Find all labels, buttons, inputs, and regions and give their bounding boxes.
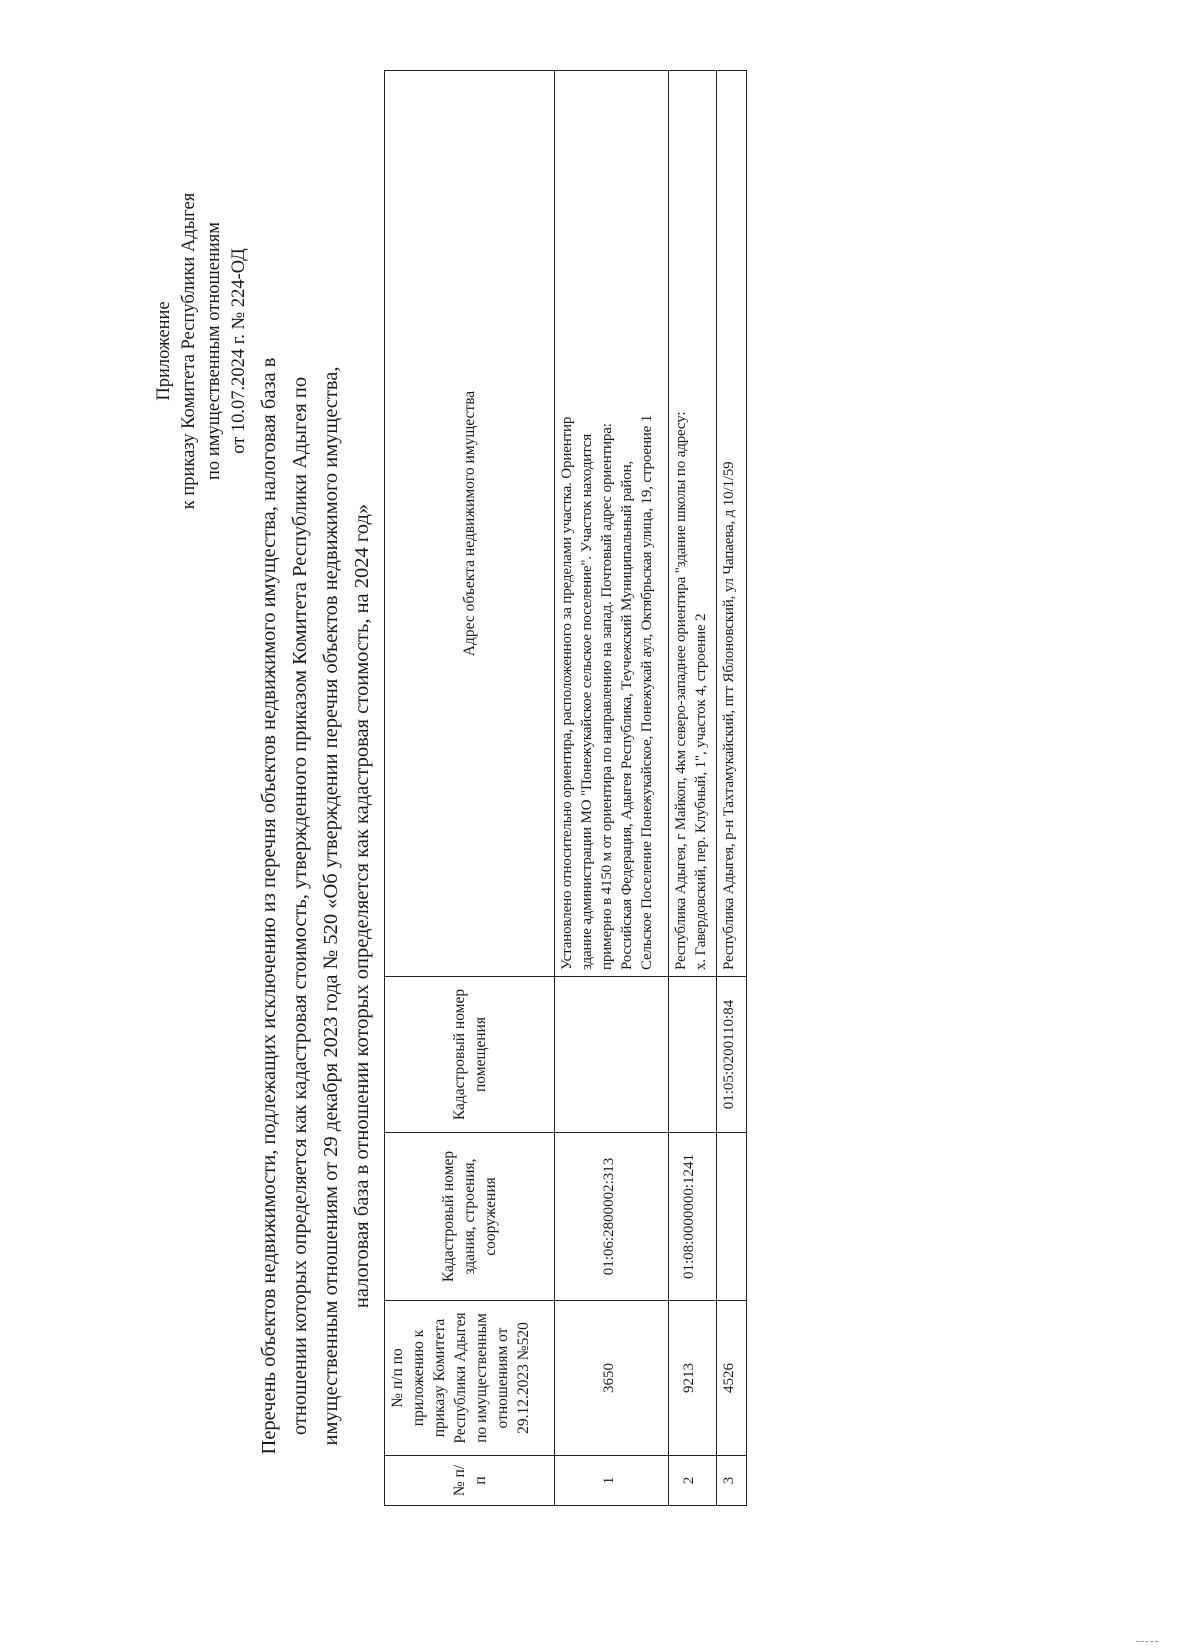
document-title [254, 221, 378, 1591]
table-row [717, 71, 747, 1506]
address-line: примерно в 4150 м от ориентира по направлению на запад. Почтовый адрес ориентира: [599, 423, 615, 970]
cell-num: 2 [669, 1456, 717, 1506]
address-line: х. Гавердовский, пер. Клубный, 1", участок 4, строение 2 [693, 613, 709, 970]
address-line: Республика Адыгея, р-н Тахтамукайский, пгт Яблоновский, ул Чапаева, д 10/1/59 [721, 461, 737, 970]
appendix-line: по имущественным отношениям [204, 222, 224, 480]
header-ref-number: № п/п по приложению к приказу Комитета Республики Адыгея по имущественным отношениям от 29.12.2023 №520 [385, 1301, 555, 1456]
document-sheet [152, 71, 792, 1591]
appendix-line: к приказу Комитета Республики Адыгея [179, 192, 199, 510]
header-cadastral-building: Кадастровый номер здания, строения, сооружения [385, 1133, 555, 1301]
property-table [384, 70, 747, 1506]
cell-num: 3 [717, 1456, 747, 1506]
title-line: Перечень объектов недвижимости, подлежащих исключению из перечня объектов недвижимого имущества, налоговая база в [258, 357, 280, 1455]
cell-cadastral-room [669, 977, 717, 1133]
header-num: № п/п [385, 1456, 555, 1506]
address-line: Установлено относительно ориентира, расположенного за пределами участка. Ориентир [559, 416, 575, 970]
cell-ref-number: 3650 [555, 1301, 669, 1456]
cell-address [717, 71, 747, 977]
table-header-row [385, 71, 555, 1506]
header-cadastral-room: Кадастровый номер помещения [385, 977, 555, 1133]
cell-cadastral-building: 01:08:0000000:1241 [669, 1133, 717, 1301]
cell-address [555, 71, 669, 977]
table-row [555, 71, 669, 1506]
cell-num: 1 [555, 1456, 669, 1506]
title-line: налоговая база в отношении которых определяется как кадастровая стоимость, на 2024 год» [351, 503, 373, 1309]
address-line: Российская Федерация, Адыгея Республика, Теучежский Муниципальный район, [619, 460, 635, 970]
cell-cadastral-building [717, 1133, 747, 1301]
title-line: имущественным отношениям от 29 декабря 2023 года № 520 «Об утверждении перечня объектов недвижимого имущества, [320, 366, 342, 1446]
appendix-line: Приложение [154, 301, 174, 401]
cell-cadastral-room [555, 977, 669, 1133]
table-row [669, 71, 717, 1506]
appendix-header [152, 121, 252, 581]
cell-address [669, 71, 717, 977]
cell-cadastral-building: 01:06:2800002:313 [555, 1133, 669, 1301]
cell-cadastral-room: 01:05:0200110:84 [717, 977, 747, 1133]
appendix-line: от 10.07.2024 г. № 224-ОД [229, 248, 249, 454]
header-address: Адрес объекта недвижимого имущества [385, 71, 555, 977]
scan-artifact [1136, 1641, 1158, 1643]
address-line: Сельское Поселение Понежукайское, Понежукай аул, Октябрьская улица, 19, строение 1 [639, 414, 655, 970]
cell-ref-number: 4526 [717, 1301, 747, 1456]
address-line: здание администрации МО "Понежукайское сельское поселение". Участок находится [579, 433, 595, 970]
title-line: отношении которых определяется как кадастровая стоимость, утвержденного приказом Комитета Республики Адыгея по [289, 376, 311, 1436]
cell-ref-number: 9213 [669, 1301, 717, 1456]
address-line: Республика Адыгея, г Майкоп, 4км северо-западнее ориентира "здание школы по адресу: [673, 411, 689, 970]
